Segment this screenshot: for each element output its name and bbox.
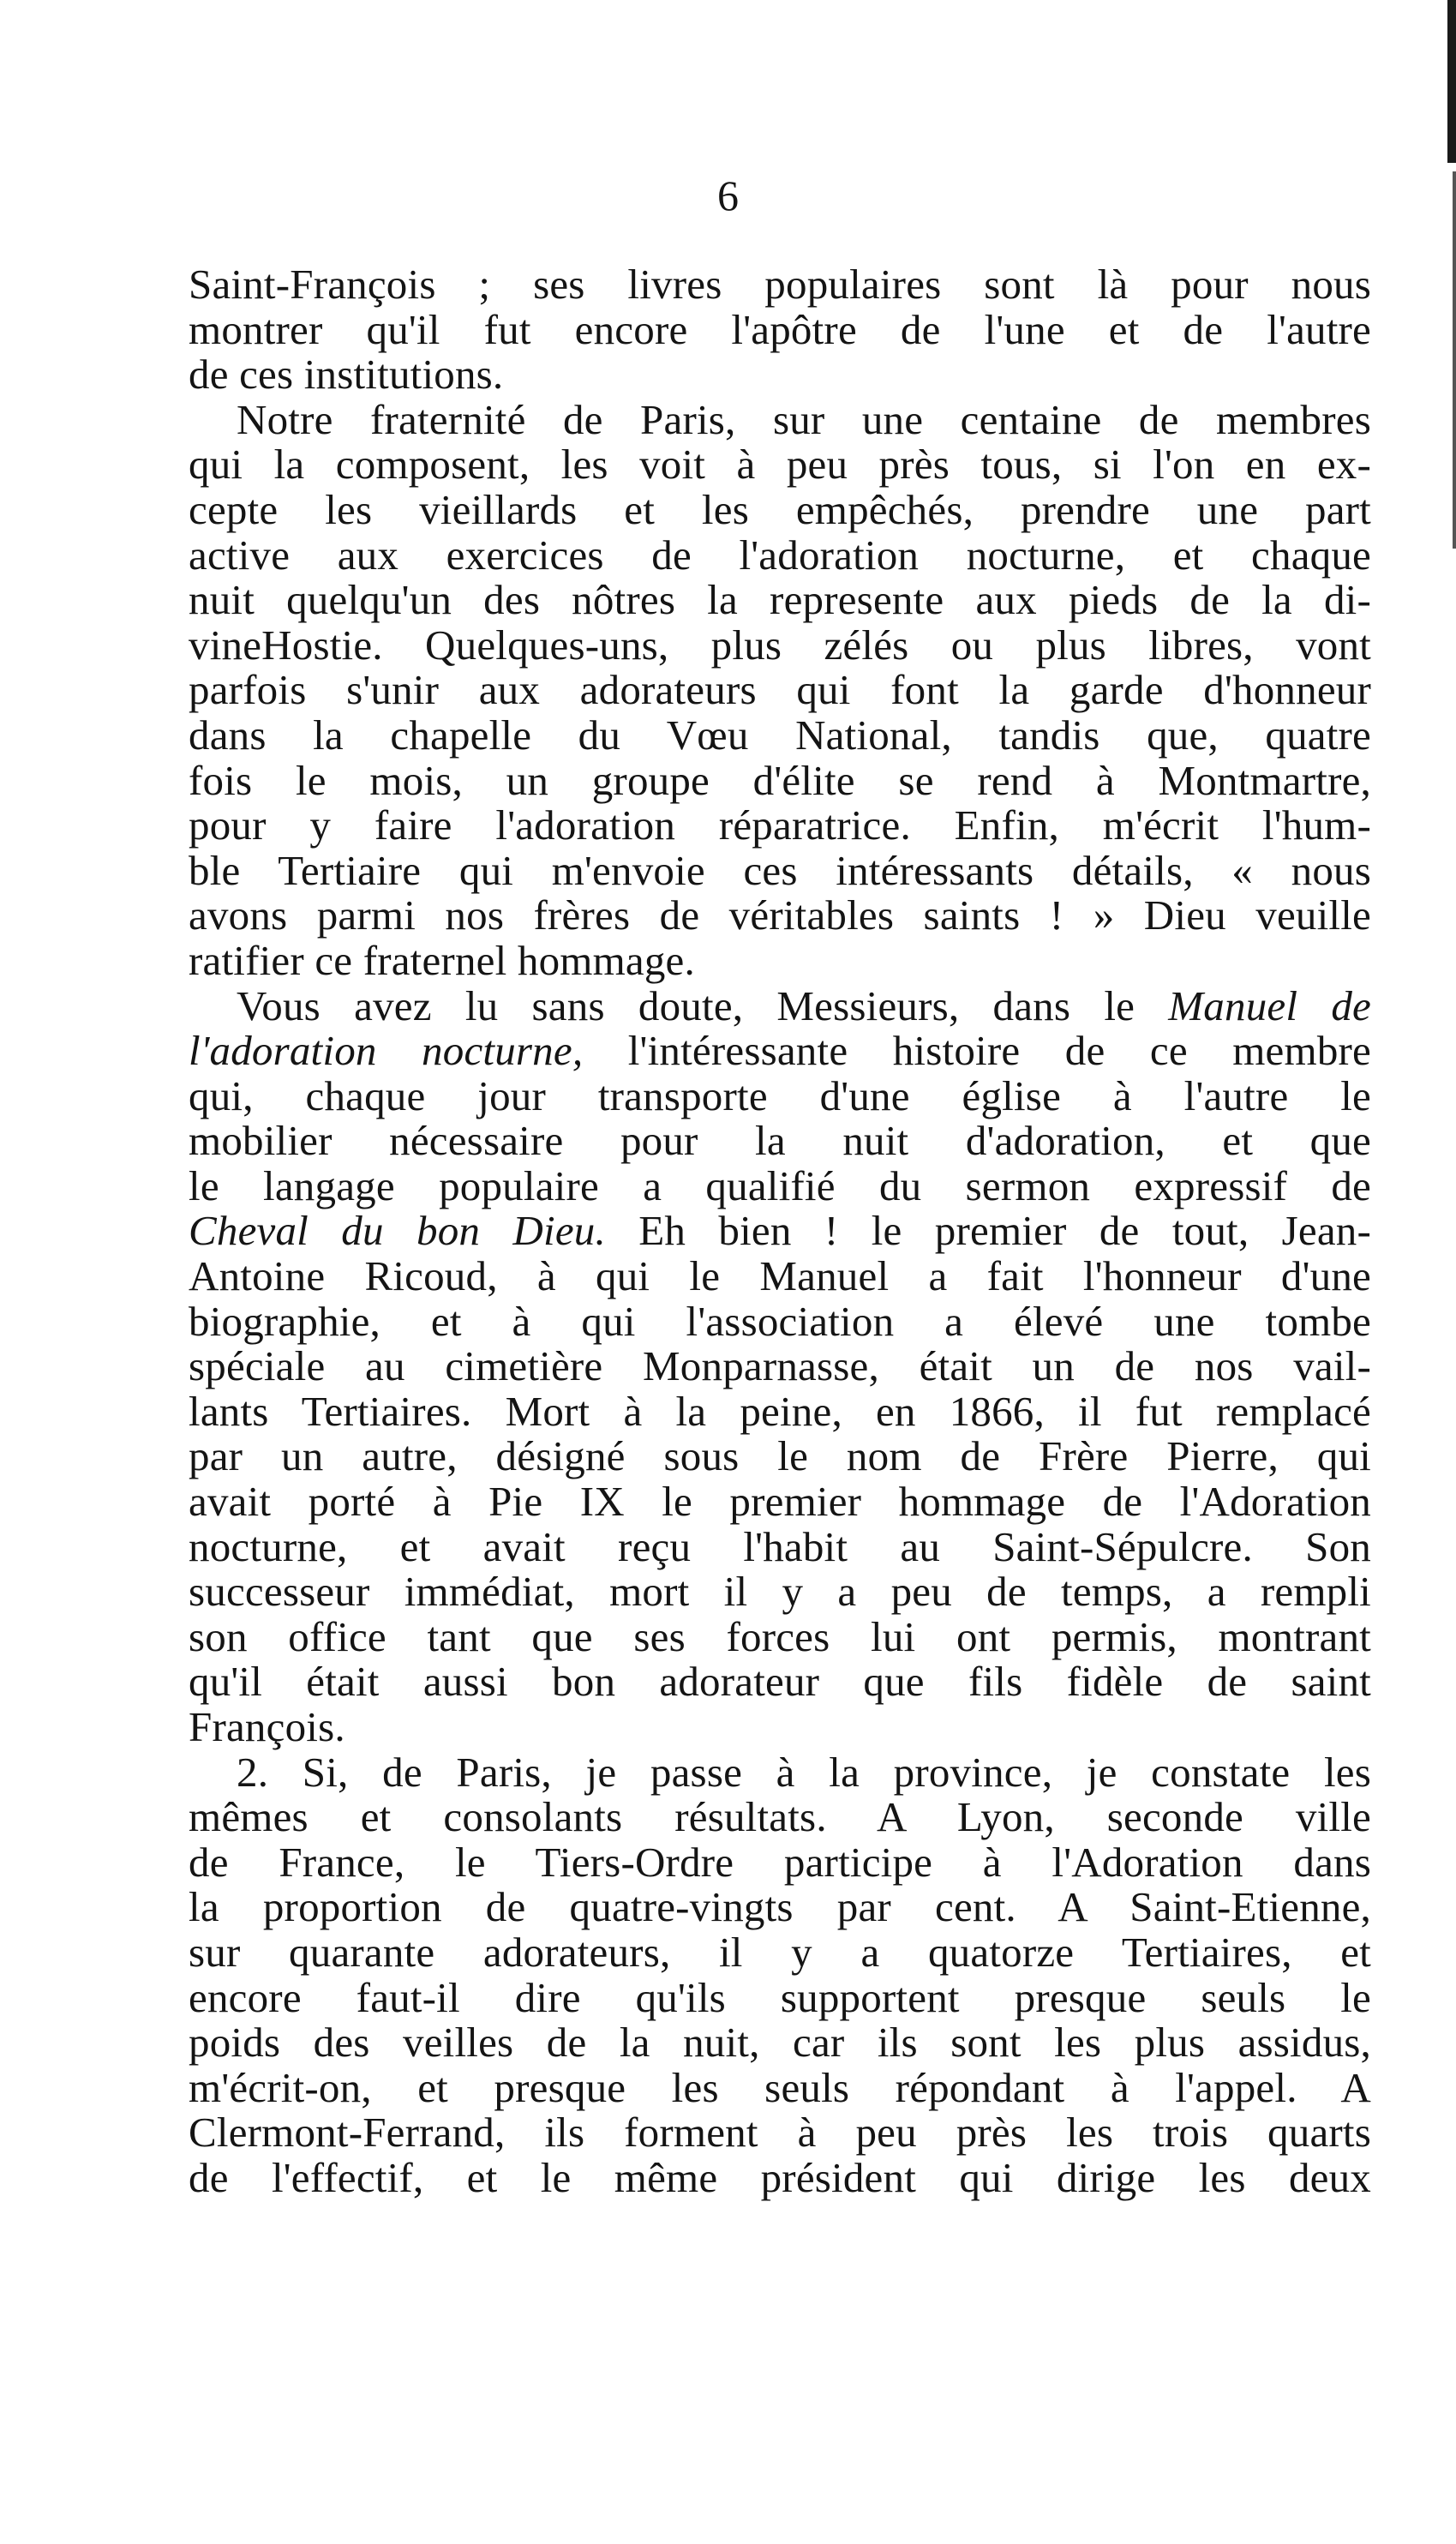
text-line: biographie, et à qui l'association a élevé une tombe (189, 1297, 1371, 1345)
text-line: 2. Si, de Paris, je passe à la province, je constate les (237, 1748, 1371, 1796)
text-line: l'adoration nocturne, l'intéressante histoire de ce membre (189, 1027, 1371, 1075)
text-line: la proportion de quatre-vingts par cent. A Saint-Etienne, (189, 1883, 1371, 1931)
text-line: nuit quelqu'un des nôtres la represente aux pieds de la di- (189, 576, 1371, 624)
text-line: pour y faire l'adoration réparatrice. Enfin, m'écrit l'hum- (189, 801, 1371, 849)
text-line: lants Tertiaires. Mort à la peine, en 1866, il fut remplacé (189, 1387, 1371, 1435)
text-line: par un autre, désigné sous le nom de Frère Pierre, qui (189, 1432, 1371, 1480)
text-line: qu'il était aussi bon adorateur que fils fidèle de saint (189, 1658, 1371, 1706)
text-line: successeur immédiat, mort il y a peu de temps, a rempli (189, 1568, 1371, 1616)
text-line: avait porté à Pie IX le premier hommage de l'Adoration (189, 1478, 1371, 1526)
text-line: de ces institutions. (189, 351, 504, 399)
text-line: qui, chaque jour transporte d'une église à l'autre le (189, 1071, 1371, 1119)
text-line: vineHostie. Quelques-uns, plus zélés ou plus libres, vont (189, 621, 1371, 669)
text-line: Clermont-Ferrand, ils forment à peu près les trois quarts (189, 2109, 1371, 2157)
text-line: mêmes et consolants résultats. A Lyon, seconde ville (189, 1793, 1371, 1841)
text-line: Antoine Ricoud, à qui le Manuel a fait l'honneur d'une (189, 1252, 1371, 1300)
text-line: Cheval du bon Dieu. Eh bien ! le premier de tout, Jean- (189, 1207, 1371, 1255)
text-line: François. (189, 1703, 345, 1750)
text-line: encore faut-il dire qu'ils supportent presque seuls le (189, 1973, 1371, 2021)
text-line: son office tant que ses forces lui ont permis, montrant (189, 1612, 1371, 1660)
text-line: dans la chapelle du Vœu National, tandis que, quatre (189, 711, 1371, 759)
binding-edge-mark (1447, 0, 1456, 163)
text-line: avons parmi nos frères de véritables saints ! » Dieu veuille (189, 891, 1371, 939)
text-line: active aux exercices de l'adoration nocturne, et chaque (189, 531, 1371, 579)
page-number: 6 (717, 171, 739, 219)
text-line: m'écrit-on, et presque les seuls répondant à l'appel. A (189, 2063, 1371, 2111)
text-line: sur quarante adorateurs, il y a quatorze Tertiaires, et (189, 1928, 1371, 1976)
text-line: cepte les vieillards et les empêchés, prendre une part (189, 485, 1371, 533)
italic-title: Manuel de (1168, 981, 1371, 1029)
text-line: de l'effectif, et le même président qui dirige les deux (189, 2153, 1371, 2201)
text-line: Vous avez lu sans doute, Messieurs, dans le Manuel de (237, 981, 1371, 1029)
text-line: montrer qu'il fut encore l'apôtre de l'une et de l'autre (189, 305, 1371, 353)
body-text (189, 262, 1371, 2201)
text-line: Saint-François ; ses livres populaires sont là pour nous (189, 261, 1371, 308)
text-line: qui la composent, les voit à peu près tous, si l'on en ex- (189, 441, 1371, 489)
binding-edge-shadow (1453, 171, 1456, 549)
text-line: de France, le Tiers-Ordre participe à l'Adoration dans (189, 1838, 1371, 1886)
text-line: ratifier ce fraternel hommage. (189, 936, 695, 984)
text-line: poids des veilles de la nuit, car ils sont les plus assidus, (189, 2019, 1371, 2067)
italic-title: l'adoration nocturne, (189, 1027, 584, 1075)
text-line: mobilier nécessaire pour la nuit d'adoration, et que (189, 1117, 1371, 1165)
text-line: spéciale au cimetière Monparnasse, était un de nos vail- (189, 1342, 1371, 1390)
italic-title: Cheval du bon Dieu. (189, 1207, 606, 1255)
text-line: nocturne, et avait reçu l'habit au Saint-Sépulcre. Son (189, 1522, 1371, 1570)
text-line: le langage populaire a qualifié du sermon expressif de (189, 1161, 1371, 1209)
text-line: Notre fraternité de Paris, sur une centaine de membres (237, 395, 1371, 443)
text-line: fois le mois, un groupe d'élite se rend à Montmartre, (189, 756, 1371, 804)
text-line: ble Tertiaire qui m'envoie ces intéressants détails, « nous (189, 846, 1371, 894)
text-line: parfois s'unir aux adorateurs qui font la garde d'honneur (189, 666, 1371, 714)
